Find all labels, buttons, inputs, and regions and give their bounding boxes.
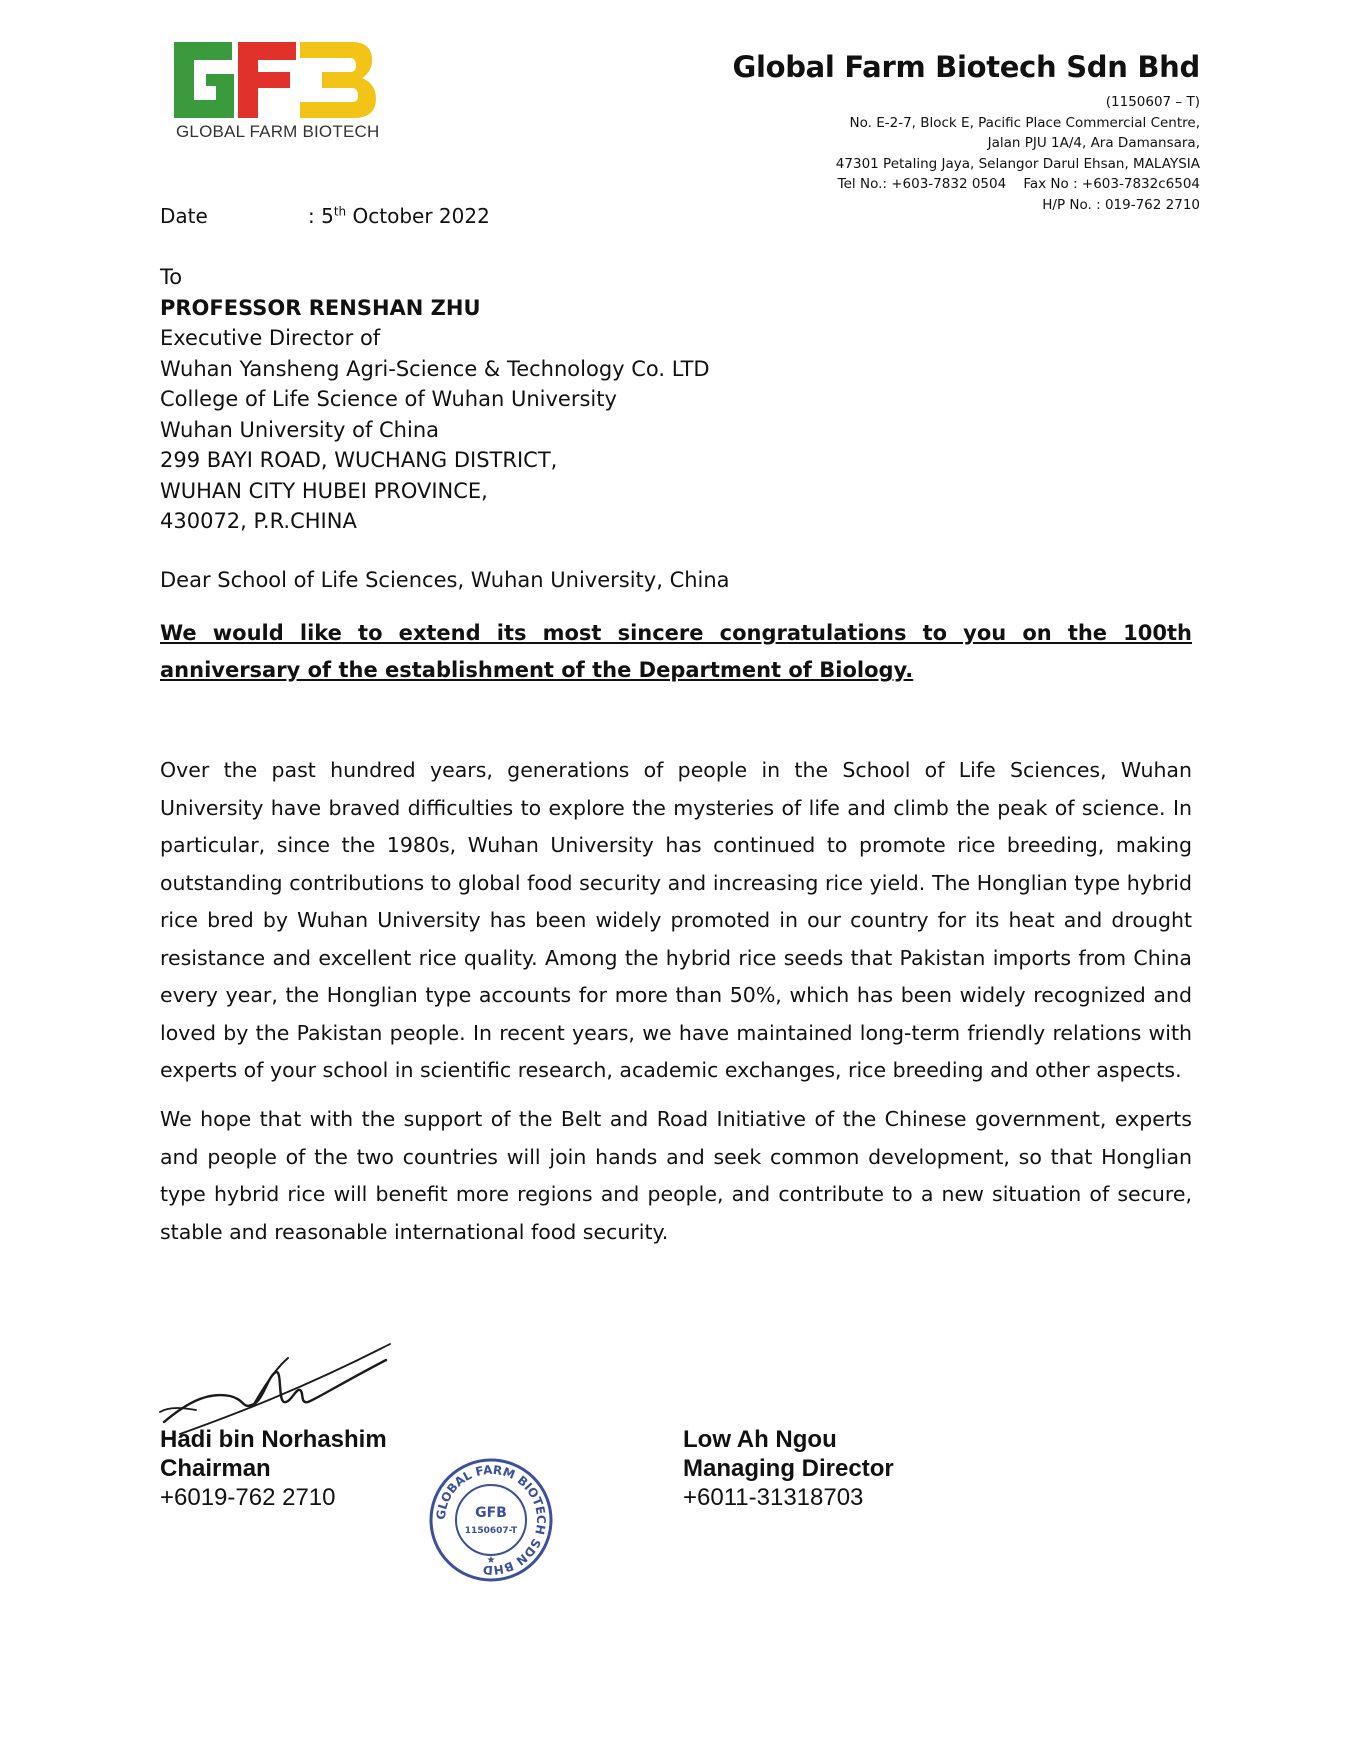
company-name: Global Farm Biotech Sdn Bhd <box>732 50 1200 84</box>
salutation: Dear School of Life Sciences, Wuhan University, China <box>160 568 730 592</box>
company-reg-no: (1150607 – T) <box>1105 94 1200 110</box>
date-label: Date <box>160 204 208 228</box>
recipient-line: Executive Director of <box>160 326 381 350</box>
recipient-line: Wuhan Yansheng Agri-Science & Technology Co. LTD <box>160 356 710 381</box>
logo-caption: GLOBAL FARM BIOTECH <box>176 122 380 141</box>
recipient-line: WUHAN CITY HUBEI PROVINCE, <box>160 478 488 503</box>
company-hp: H/P No. : 019-762 2710 <box>1042 196 1200 213</box>
company-stamp <box>426 1455 556 1585</box>
stamp-center-bottom: 1150607-T <box>464 1526 518 1536</box>
recipient-line: College of Life Science of Wuhan University <box>160 387 617 411</box>
signer-title: Managing Director <box>683 1455 894 1482</box>
company-tel-fax: Tel No.: +603-7832 0504 Fax No : +603-7832c6504 <box>837 176 1200 192</box>
gfb-logo-mark <box>172 36 382 122</box>
company-address-2: Jalan PJU 1A/4, Ara Damansara, <box>987 135 1200 151</box>
stamp-ring-text: GLOBAL FARM BIOTECH SDN BHD <box>433 1462 549 1578</box>
recipient-name: PROFESSOR RENSHAN ZHU <box>160 295 481 320</box>
svg-text:★: ★ <box>486 1555 496 1566</box>
recipient-to: To <box>160 265 183 289</box>
company-address-1: No. E-2-7, Block E, Pacific Place Commercial Centre, <box>849 114 1200 131</box>
recipient-line: 299 BAYI ROAD, WUCHANG DISTRICT, <box>160 448 558 472</box>
letter-date <box>160 204 490 228</box>
signer-phone: +6011-31318703 <box>683 1484 864 1511</box>
recipient-line: Wuhan University of China <box>160 417 439 442</box>
date-prefix: : 5 <box>308 204 334 228</box>
signer-chairman <box>160 1425 387 1512</box>
chairman-signature <box>150 1330 410 1440</box>
date-suffix: th <box>333 204 347 219</box>
signer-phone: +6019-762 2710 <box>160 1484 336 1511</box>
signer-name: Low Ah Ngou <box>683 1426 837 1453</box>
body-paragraph: Over the past hundred years, generations of people in the School of Life Sciences, Wuhan University have braved difficulties to explore the mysteries of life and climb the peak of science. In particular, since the 1980s, Wuhan University has continued to promote rice breeding, making outstanding contributions to global food security and increasing rice yield. The Honglian type hybrid rice bred by Wuhan University has been widely promoted in our country for its heat and drought resistance and excellent rice quality. Among the hybrid rice seeds that Pakistan imports from China every year, the Honglian type accounts for more than 50%, which has been widely recognized and loved by the Pakistan people. In recent years, we have maintained long-term friendly relations with experts of your school in scientific research, academic exchanges, rice breeding and other aspects. <box>160 758 1192 1082</box>
body-paragraph: We hope that with the support of the Belt and Road Initiative of the Chinese government, experts and people of the two countries will join hands and seek common development, so that Honglian type hybrid rice will benefit more regions and people, and contribute to a new situation of secure, stable and reasonable international food security. <box>160 1107 1192 1244</box>
signer-title: Chairman <box>160 1455 271 1482</box>
company-logo <box>172 36 402 146</box>
stamp-center-top: GFB <box>475 1505 507 1521</box>
signer-name: Hadi bin Norhashim <box>160 1426 387 1453</box>
recipient-block <box>160 262 710 537</box>
date-rest: October 2022 <box>346 204 490 228</box>
letter-headline: We would like to extend its most sincere congratulations to you on the 100th anniversary of the establishment of the Department of Biology. <box>160 621 1192 682</box>
recipient-line: 430072, P.R.CHINA <box>160 509 357 533</box>
signer-managing-director <box>683 1425 894 1512</box>
company-address-3: 47301 Petaling Jaya, Selangor Darul Ehsan, MALAYSIA <box>835 155 1200 172</box>
company-header <box>732 50 1200 215</box>
